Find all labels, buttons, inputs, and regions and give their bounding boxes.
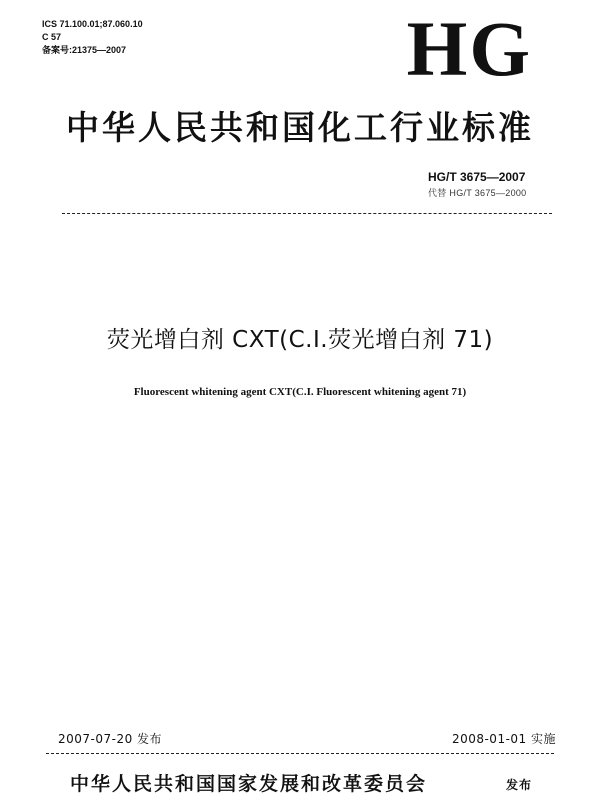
standard-title: 中华人民共和国化工行业标准 (66, 108, 534, 147)
header-meta (42, 18, 143, 57)
issuer-name: 中华人民共和国国家发展和改革委员会 (70, 773, 428, 795)
standard-code-block (428, 168, 526, 200)
product-title-chinese: 荧光增白剂 CXT(C.I.荧光增白剂 71) (106, 327, 494, 353)
bottom-separator-line (46, 753, 554, 754)
standard-number: HG/T 3675—2007 (428, 170, 526, 184)
effective-date: 2008-01-01 实施 (451, 732, 556, 746)
top-separator-line (62, 213, 552, 214)
ics-code: ICS 71.100.01;87.060.10 (42, 19, 143, 29)
classification-code: C 57 (42, 32, 62, 42)
product-title-english: Fluorescent whitening agent CXT(C.I. Fluorescent whitening agent 71) (133, 386, 467, 398)
replaces-standard: 代替 HG/T 3675—2000 (428, 188, 527, 198)
publish-date: 2007-07-20 发布 (58, 732, 163, 746)
record-number: 备案号:21375—2007 (42, 45, 127, 55)
issuer-suffix: 发布 (506, 778, 533, 792)
hg-logo: HG (406, 5, 532, 92)
